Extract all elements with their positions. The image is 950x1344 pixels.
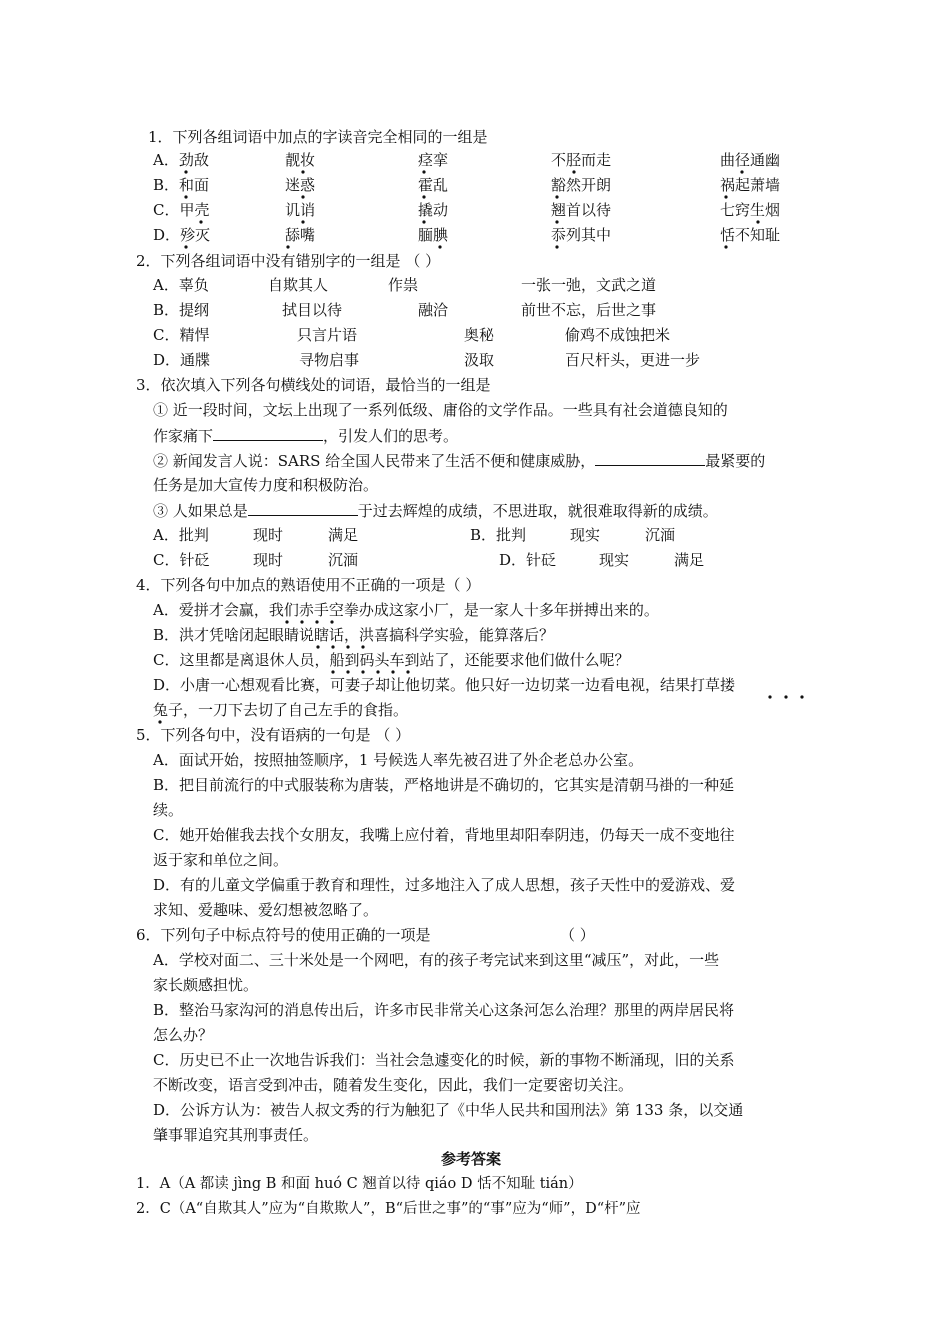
- answer-2: 2．C（A“自欺其人”应为“自欺欺人”，B“后世之事”的“事”应为“师”，D“杆”应: [136, 1201, 641, 1217]
- q2-a-3: 作祟: [388, 276, 419, 294]
- answer-1: 1．A（A 都读 jìng B 和面 huó C 翘首以待 qiáo D 恬不知耻 tián）: [136, 1176, 583, 1192]
- q2-b-4: 前世不忘，后世之事: [521, 301, 657, 319]
- q5-option-b-line2: 续。: [153, 801, 184, 819]
- q1-d-2: 舔嘴: [285, 226, 316, 244]
- emphasis-dot: [724, 245, 727, 248]
- q6-option-d-line1: D．公诉方认为：被告人叔文秀的行为触犯了《中华人民共和国刑法》第 133 条，以交通: [153, 1101, 744, 1119]
- q1-a-5: 曲径通幽: [720, 151, 781, 169]
- emphasis-dot: [184, 170, 187, 173]
- q1-c-3: 撬动: [418, 201, 449, 219]
- q3-c-1: C．针砭: [153, 551, 210, 569]
- q2-a-1: A．辜负: [153, 276, 209, 294]
- q2-c-4: 偷鸡不成蚀把米: [565, 326, 671, 344]
- emphasis-dot: [331, 670, 334, 673]
- q1-b-4: 豁然开朗: [551, 176, 612, 194]
- emphasis-dot: [724, 195, 727, 198]
- q3-blank-2: [595, 450, 705, 466]
- emphasis-dot: [301, 220, 304, 223]
- q6-option-a-line2: 家长颇感担忧。: [153, 976, 259, 994]
- q2-d-2: 寻物启事: [299, 351, 360, 369]
- emphasis-dot: [422, 220, 425, 223]
- q1-a-3: 痉挛: [418, 151, 449, 169]
- q3-d-1: D．针砭: [499, 551, 557, 569]
- q6-option-d-line2: 肇事罪追究其刑事责任。: [153, 1126, 319, 1144]
- q1-c-2: 讥诮: [285, 201, 316, 219]
- q3-s3-pre: ③ 人如果总是: [153, 502, 248, 520]
- q1-stem: 1．下列各组词语中加点的字读音完全相同的一组是: [148, 128, 488, 146]
- emphasis-dot: [784, 695, 787, 698]
- q5-stem: 5．下列各句中，没有语病的一句是 （ ）: [136, 726, 411, 744]
- emphasis-dot: [391, 670, 394, 673]
- emphasis-dot: [300, 620, 303, 623]
- q2-b-3: 融洽: [418, 301, 449, 319]
- q1-d-1: D．殄灭: [153, 226, 211, 244]
- q3-d-3: 满足: [674, 551, 705, 569]
- q4-option-c: C．这里都是离退休人员，船到码头车到站了，还能要求他们做什么呢？: [153, 651, 630, 669]
- q3-sentence-2b: 任务是加大宣传力度和积极防治。: [153, 476, 379, 494]
- q1-d-3: 腼腆: [418, 226, 449, 244]
- q5-option-d-line1: D．有的儿童文学偏重于教育和理性，过多地注入了成人思想，孩子天性中的爱游戏、爱: [153, 876, 736, 894]
- q1-b-1: B．和面: [153, 176, 210, 194]
- q3-a-1: A．批判: [153, 526, 209, 544]
- emphasis-dot: [422, 170, 425, 173]
- q2-a-4: 一张一弛，文武之道: [521, 276, 657, 294]
- q1-b-3: 霍乱: [418, 176, 449, 194]
- emphasis-dot: [406, 670, 409, 673]
- q2-stem: 2．下列各组词语中没有错别字的一组是 （ ）: [136, 252, 441, 270]
- q3-c-3: 沉湎: [328, 551, 359, 569]
- q3-d-2: 现实: [599, 551, 630, 569]
- emphasis-dot: [768, 695, 771, 698]
- q3-stem: 3．依次填入下列各句横线处的词语，最恰当的一组是: [136, 376, 491, 394]
- q3-a-3: 满足: [328, 526, 359, 544]
- emphasis-dot: [361, 670, 364, 673]
- q3-sentence-2a: [153, 450, 765, 471]
- emphasis-dot: [286, 245, 289, 248]
- q3-sentence-1b: [153, 425, 458, 446]
- emphasis-dot: [740, 170, 743, 173]
- q2-a-2: 自欺其人: [268, 276, 329, 294]
- emphasis-dot: [376, 670, 379, 673]
- answers-title: 参考答案: [441, 1150, 502, 1168]
- q3-sentence-1a: ① 近一段时间，文坛上出现了一系列低级、庸俗的文学作品。一些具有社会道德良知的: [153, 401, 728, 419]
- q6-stem: 6．下列句子中标点符号的使用正确的一项是: [136, 926, 431, 944]
- q4-option-d-line1: D．小唐一心想观看比赛，可妻子却让他切菜。他只好一边切菜一边看电视，结果打草搂: [153, 676, 736, 694]
- q2-c-3: 奥秘: [464, 326, 495, 344]
- q4-option-b: B．洪才凭啥闭起眼睛说瞎话，洪喜搞科学实验，能算落后？: [153, 626, 555, 644]
- q6-option-c-line2: 不断改变，语言受到冲击，随着发生变化，因此，我们一定要密切关注。: [153, 1076, 634, 1094]
- q3-s3-post: 于过去辉煌的成绩，不思进取，就很难取得新的成绩。: [357, 502, 718, 520]
- q3-b-3: 沉湎: [645, 526, 676, 544]
- q1-d-5: 恬不知耻: [720, 226, 781, 244]
- q3-sentence-3: [153, 500, 718, 521]
- q1-b-5: 祸起萧墙: [720, 176, 781, 194]
- emphasis-dot: [184, 245, 187, 248]
- q6-answer-paren: （ ）: [560, 926, 595, 944]
- emphasis-dot: [361, 645, 364, 648]
- q3-s2a-post: 最紧要的: [705, 452, 766, 470]
- emphasis-dot: [285, 620, 288, 623]
- q3-c-2: 现时: [253, 551, 284, 569]
- q3-b-1: B．批判: [470, 526, 527, 544]
- q6-option-c-line1: C．历史已不止一次地告诉我们：当社会急遽变化的时候，新的事物不断涌现，旧的关系: [153, 1051, 735, 1069]
- q5-option-a: A．面试开始，按照抽签顺序，1 号候选人率先被召进了外企老总办公室。: [153, 751, 644, 769]
- q2-d-4: 百尺杆头，更进一步: [565, 351, 701, 369]
- q2-c-2: 只言片语: [297, 326, 358, 344]
- q5-option-d-line2: 求知、爱趣味、爱幻想被忽略了。: [153, 901, 379, 919]
- q3-s1b-post: ，引发人们的思考。: [323, 427, 459, 445]
- emphasis-dot: [800, 695, 803, 698]
- q3-blank-3: [248, 500, 358, 516]
- emphasis-dot: [555, 245, 558, 248]
- emphasis-dot: [331, 645, 334, 648]
- q1-a-2: 靓妆: [285, 151, 316, 169]
- emphasis-dot: [422, 195, 425, 198]
- q1-b-2: 迷惑: [285, 176, 316, 194]
- q1-d-4: 忝列其中: [551, 226, 612, 244]
- q5-option-c-line2: 返于家和单位之间。: [153, 851, 289, 869]
- q1-c-5: 七窍生烟: [720, 201, 781, 219]
- q2-b-2: 拭目以待: [282, 301, 343, 319]
- q1-c-4: 翘首以待: [551, 201, 612, 219]
- emphasis-dot: [555, 220, 558, 223]
- q2-b-1: B．提纲: [153, 301, 210, 319]
- emphasis-dot: [301, 170, 304, 173]
- q2-c-1: C．精悍: [153, 326, 210, 344]
- q6-option-a-line1: A．学校对面二、三十米处是一个网吧，有的孩子考完试来到这里“减压”，对此，一些: [153, 951, 720, 969]
- q3-b-2: 现实: [570, 526, 601, 544]
- q4-stem: 4．下列各句中加点的熟语使用不正确的一项是（ ）: [136, 576, 481, 594]
- q2-d-3: 汲取: [464, 351, 495, 369]
- q4-option-d-line2: 兔子，一刀下去切了自己左手的食指。: [153, 701, 409, 719]
- emphasis-dot: [346, 645, 349, 648]
- q4-option-a: A．爱拼才会赢，我们赤手空拳办成这家小厂，是一家人十多年拼搏出来的。: [153, 601, 659, 619]
- q3-blank-1: [213, 425, 323, 441]
- emphasis-dot: [316, 645, 319, 648]
- q3-a-2: 现时: [253, 526, 284, 544]
- q3-s2a-pre: ② 新闻发言人说：SARS 给全国人民带来了生活不便和健康威胁，: [153, 452, 596, 470]
- q3-s1b-pre: 作家痛下: [153, 427, 214, 445]
- q6-option-b-line1: B．整治马家沟河的消息传出后，许多市民非常关心这条河怎么治理？那里的两岸居民将: [153, 1001, 735, 1019]
- emphasis-dot: [184, 195, 187, 198]
- emphasis-dot: [438, 245, 441, 248]
- emphasis-dot: [555, 195, 558, 198]
- emphasis-dot: [158, 720, 161, 723]
- emphasis-dot: [301, 195, 304, 198]
- emphasis-dot: [572, 170, 575, 173]
- emphasis-dot: [756, 220, 759, 223]
- q5-option-c-line1: C．她开始催我去找个女朋友，我嘴上应付着，背地里却阳奉阴违，仍每天一成不变地往: [153, 826, 735, 844]
- emphasis-dot: [199, 220, 202, 223]
- q1-c-1: C．甲壳: [153, 201, 210, 219]
- q5-option-b-line1: B．把目前流行的中式服装称为唐装，严格地讲是不确切的，它其实是清朝马褂的一种延: [153, 776, 735, 794]
- q1-a-4: 不胫而走: [551, 151, 612, 169]
- emphasis-dot: [346, 670, 349, 673]
- q1-a-1: A．劲敌: [153, 151, 209, 169]
- q6-option-b-line2: 怎么办？: [153, 1026, 214, 1044]
- q2-d-1: D．通牒: [153, 351, 211, 369]
- emphasis-dot: [315, 620, 318, 623]
- emphasis-dot: [330, 620, 333, 623]
